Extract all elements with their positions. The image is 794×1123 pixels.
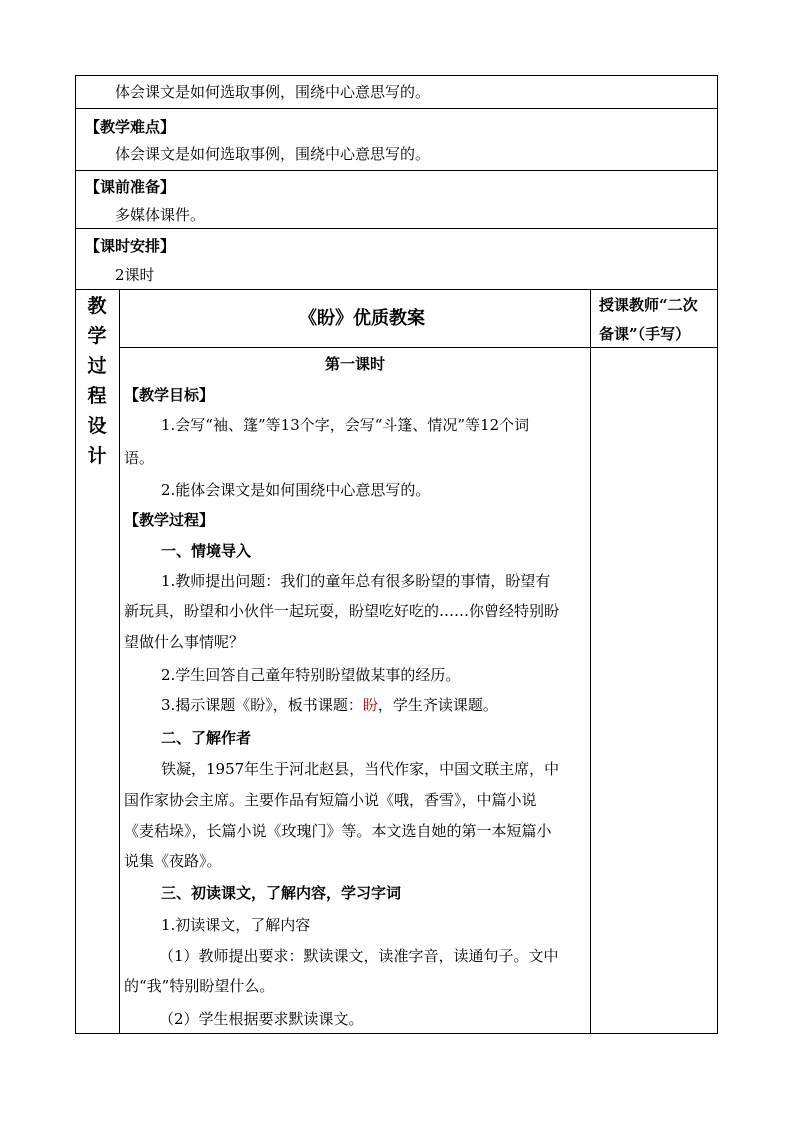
side-label-char: 教 xyxy=(87,295,107,317)
table-border-left xyxy=(75,75,76,1034)
schedule-heading: 【课时安排】 xyxy=(85,237,176,255)
section-3-para1-line1: （1）教师提出要求：默读课文，读准字音，读通句子。文中 xyxy=(159,947,559,965)
side-label-char: 程 xyxy=(87,385,107,407)
section-1-para1-line2: 新玩具，盼望和小伙伴一起玩耍，盼望吃好吃的……你曾经特别盼 xyxy=(124,602,560,620)
table-row-divider xyxy=(75,228,718,229)
process-heading: 【教学过程】 xyxy=(124,511,215,529)
section-1-para1-line3: 望做什么事情呢？ xyxy=(124,633,245,651)
side-label-char: 过 xyxy=(87,355,107,377)
table-row-divider xyxy=(75,170,718,171)
difficulty-heading: 【教学难点】 xyxy=(85,118,176,136)
table-row-divider xyxy=(75,289,718,290)
lesson-plan-table xyxy=(75,75,718,1034)
section-2-line4: 说集《夜路》。 xyxy=(124,852,222,870)
section-2-line3: 《麦秸垛》，长篇小说《玫瑰门》等。本文选自她的第一本短篇小 xyxy=(124,822,552,840)
section-1-para1-line1: 1.教师提出问题：我们的童年总有很多盼望的事情，盼望有 xyxy=(161,572,551,590)
schedule-text: 2课时 xyxy=(115,266,155,284)
teaching-focus-text: 体会课文是如何选取事例，围绕中心意思写的。 xyxy=(115,83,431,101)
table-row-divider xyxy=(75,108,718,109)
section-3-para1-line2: 的“我”特别盼望什么。 xyxy=(124,977,275,995)
teacher-note-line1: 授课教师“二次 xyxy=(599,296,698,314)
section-2-heading: 二、了解作者 xyxy=(161,729,252,747)
section-1-heading: 一、情境导入 xyxy=(161,542,252,560)
section-3-subheading: 1.初读课文，了解内容 xyxy=(161,916,311,934)
period-heading: 第一课时 xyxy=(325,355,386,373)
goal-2: 2.能体会课文是如何围绕中心意思写的。 xyxy=(161,481,431,499)
preparation-heading: 【课前准备】 xyxy=(85,178,176,196)
board-title-highlight: 盼 xyxy=(362,696,378,714)
teacher-note-line2: 备课”（手写） xyxy=(599,325,691,343)
table-column-divider xyxy=(590,289,591,1034)
section-1-para3 xyxy=(161,695,498,715)
side-label-char: 计 xyxy=(87,445,107,467)
goal-1-line2: 语。 xyxy=(124,449,155,467)
table-border-top xyxy=(75,75,718,76)
section-1-para3-text: 3.揭示课题《盼》，板书课题： xyxy=(161,696,363,714)
section-3-para2: （2）学生根据要求默读课文。 xyxy=(159,1010,364,1028)
section-1-para3-text: ，学生齐读课题。 xyxy=(377,696,498,714)
side-label-char: 学 xyxy=(87,325,107,347)
section-3-heading: 三、初读课文，了解内容，学习字词 xyxy=(161,884,402,902)
section-2-line2: 国作家协会主席。主要作品有短篇小说《哦，香雪》，中篇小说 xyxy=(124,791,537,809)
lesson-title: 《盼》优质教案 xyxy=(299,308,425,329)
difficulty-text: 体会课文是如何选取事例，围绕中心意思写的。 xyxy=(115,145,431,163)
section-1-para2: 2.学生回答自己童年特别盼望做某事的经历。 xyxy=(161,666,461,684)
preparation-text: 多媒体课件。 xyxy=(115,206,206,224)
table-column-divider xyxy=(119,289,120,1034)
side-label-char: 设 xyxy=(87,415,107,437)
goal-1-line1: 1.会写“袖、篷”等13个字，会写“斗篷、情况”等12个词 xyxy=(161,416,530,434)
section-2-line1: 铁凝，1957年生于河北赵县，当代作家，中国文联主席，中 xyxy=(161,760,560,778)
table-header-divider xyxy=(119,347,718,348)
goals-heading: 【教学目标】 xyxy=(124,386,215,404)
table-border-bottom xyxy=(75,1033,718,1034)
table-border-right xyxy=(717,75,718,1034)
